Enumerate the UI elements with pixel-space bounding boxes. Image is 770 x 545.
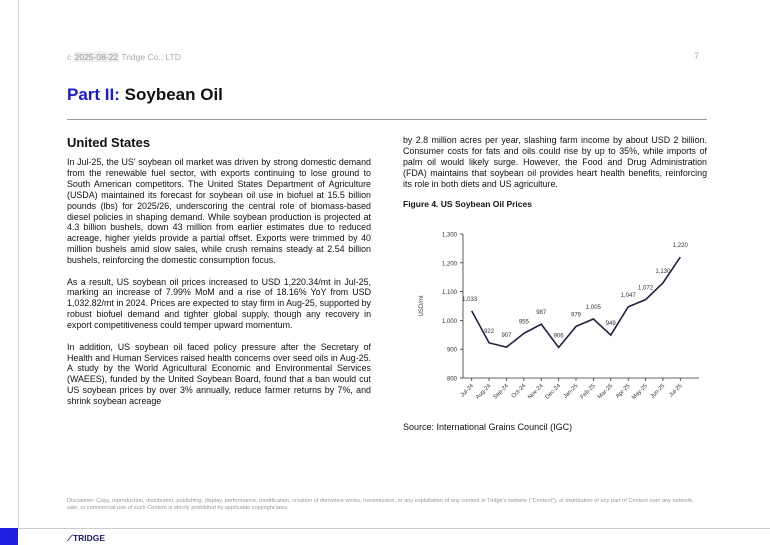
x-tick-label: Feb-25 bbox=[579, 383, 597, 401]
y-axis-label: USD/mt bbox=[419, 295, 425, 317]
x-tick-label: Apr-25 bbox=[615, 383, 632, 400]
report-date: 2025-08-22 bbox=[74, 52, 119, 62]
y-tick-label: 1,300 bbox=[441, 232, 457, 239]
data-label: 907 bbox=[501, 333, 512, 340]
paragraph: As a result, US soybean oil prices increased to USD 1,220.34/mt in Jul-25, marking an increase of 7.99% MoM and a rise of 18.16% YoY from USD 1,032.82/mt in 2024. Prices are expected to stay firm in Aug-25, supported by robust biofuel demand and tighter global supply, though any recovery in export competitiveness could temper upward momentum. bbox=[67, 276, 371, 331]
data-label: 987 bbox=[536, 310, 547, 317]
data-label: 1,005 bbox=[585, 304, 601, 311]
data-label: 906 bbox=[553, 333, 564, 340]
section-heading: United States bbox=[67, 135, 151, 150]
x-tick-label: Nov-24 bbox=[527, 383, 545, 401]
y-tick-label: 900 bbox=[446, 347, 457, 354]
part-label: Part II: bbox=[67, 85, 120, 104]
paragraph: In Jul-25, the US' soybean oil market was driven by strong domestic demand from the renewable fuel sector, with exports continuing to lose ground to South American competitors. The United States Department of Agriculture (USDA) maintained its forecast for soybean oil use in biofuel at 15.5 billion pounds (lbs) for 2025/26, underscoring the central role of biomass-based diesel policies in shaping demand. While soybean production is projected at 4.3 billion bushels, down 43 million from earlier estimates due to reduced acreage, higher yields provide a partial offset. Exports were trimmed by 40 million bushels amid slow sales, while crush remains steady at 2.54 billion bushels, reinforcing the domestic consumption focus. bbox=[67, 157, 371, 266]
x-tick-label: Dec-24 bbox=[544, 383, 563, 401]
x-tick-label: Jul-24 bbox=[459, 383, 476, 399]
right-column bbox=[403, 135, 707, 200]
data-label: 1,130 bbox=[655, 268, 671, 275]
y-tick-label: 1,000 bbox=[441, 318, 457, 325]
price-line-chart bbox=[400, 220, 710, 410]
copyright-line bbox=[67, 52, 181, 62]
paragraph: by 2.8 million acres per year, slashing farm income by about USD 2 billion. Consumer costs for fats and oils could rise by up to 35%, while imports of palm oil would likely surge. However, the Food and Drug Administration (FDA) maintains that soybean oil provides heart health benefits, reinforcing its role in both diets and US agriculture. bbox=[403, 135, 707, 189]
x-tick-label: May-25 bbox=[631, 383, 649, 402]
x-tick-label: Jun-25 bbox=[649, 383, 667, 400]
data-label: 1,033 bbox=[462, 296, 478, 303]
figure-title: Figure 4. US Soybean Oil Prices bbox=[403, 199, 532, 209]
y-tick-label: 1,200 bbox=[441, 261, 457, 268]
figure-source: Source: International Grains Council (IGC) bbox=[403, 422, 573, 432]
tridge-logo: ⟋TRIDGE bbox=[67, 533, 106, 543]
data-label: 922 bbox=[484, 328, 495, 335]
data-label: 955 bbox=[518, 319, 529, 326]
x-tick-label: Jan-25 bbox=[562, 383, 580, 400]
data-label: 979 bbox=[570, 312, 582, 319]
company-name: Tridge Co., LTD bbox=[121, 52, 181, 62]
copyright-prefix: c bbox=[67, 52, 72, 62]
y-tick-label: 800 bbox=[446, 376, 457, 383]
x-tick-label: Sep-24 bbox=[492, 383, 510, 401]
data-label: 1,047 bbox=[620, 292, 636, 299]
left-column bbox=[67, 157, 371, 418]
x-tick-label: Jul-25 bbox=[668, 383, 684, 399]
x-tick-label: Aug-24 bbox=[475, 383, 493, 401]
paragraph: In addition, US soybean oil faced policy pressure after the Secretary of Health and Human Services raised health concerns over seed oils in Aug-25. A study by the World Agricultural Economic and Environmental Services (WAEES), funded by the United Soybean Board, found that a ban would cut US soybean prices by over 3% annually, reduce farmer returns by 7%, and shrink soybean acreage bbox=[67, 341, 371, 407]
page-left-border bbox=[18, 0, 19, 528]
page-title bbox=[67, 85, 223, 105]
data-label: 949 bbox=[605, 321, 616, 328]
data-label: 1,072 bbox=[638, 285, 654, 292]
y-tick-label: 1,100 bbox=[441, 290, 457, 297]
x-tick-label: Oct-24 bbox=[510, 383, 528, 400]
data-label: 1,220 bbox=[672, 243, 688, 250]
brand-marker bbox=[0, 528, 18, 545]
part-name: Soybean Oil bbox=[124, 85, 223, 104]
title-divider bbox=[67, 119, 707, 120]
page-number: 7 bbox=[694, 51, 700, 61]
x-tick-label: Mar-25 bbox=[596, 383, 615, 401]
footer-divider bbox=[18, 528, 770, 529]
disclaimer: Disclaimer: Copy, reproduction, distribution, publishing, display, performance, modification, creation of derivative works, transmission, or any exploitation of any content in Tridge's website ("Content"), or distribution of any part of Content over any network, sale, or commercial use of such Content is strictly prohibited by applicable copyright laws. bbox=[67, 498, 694, 511]
